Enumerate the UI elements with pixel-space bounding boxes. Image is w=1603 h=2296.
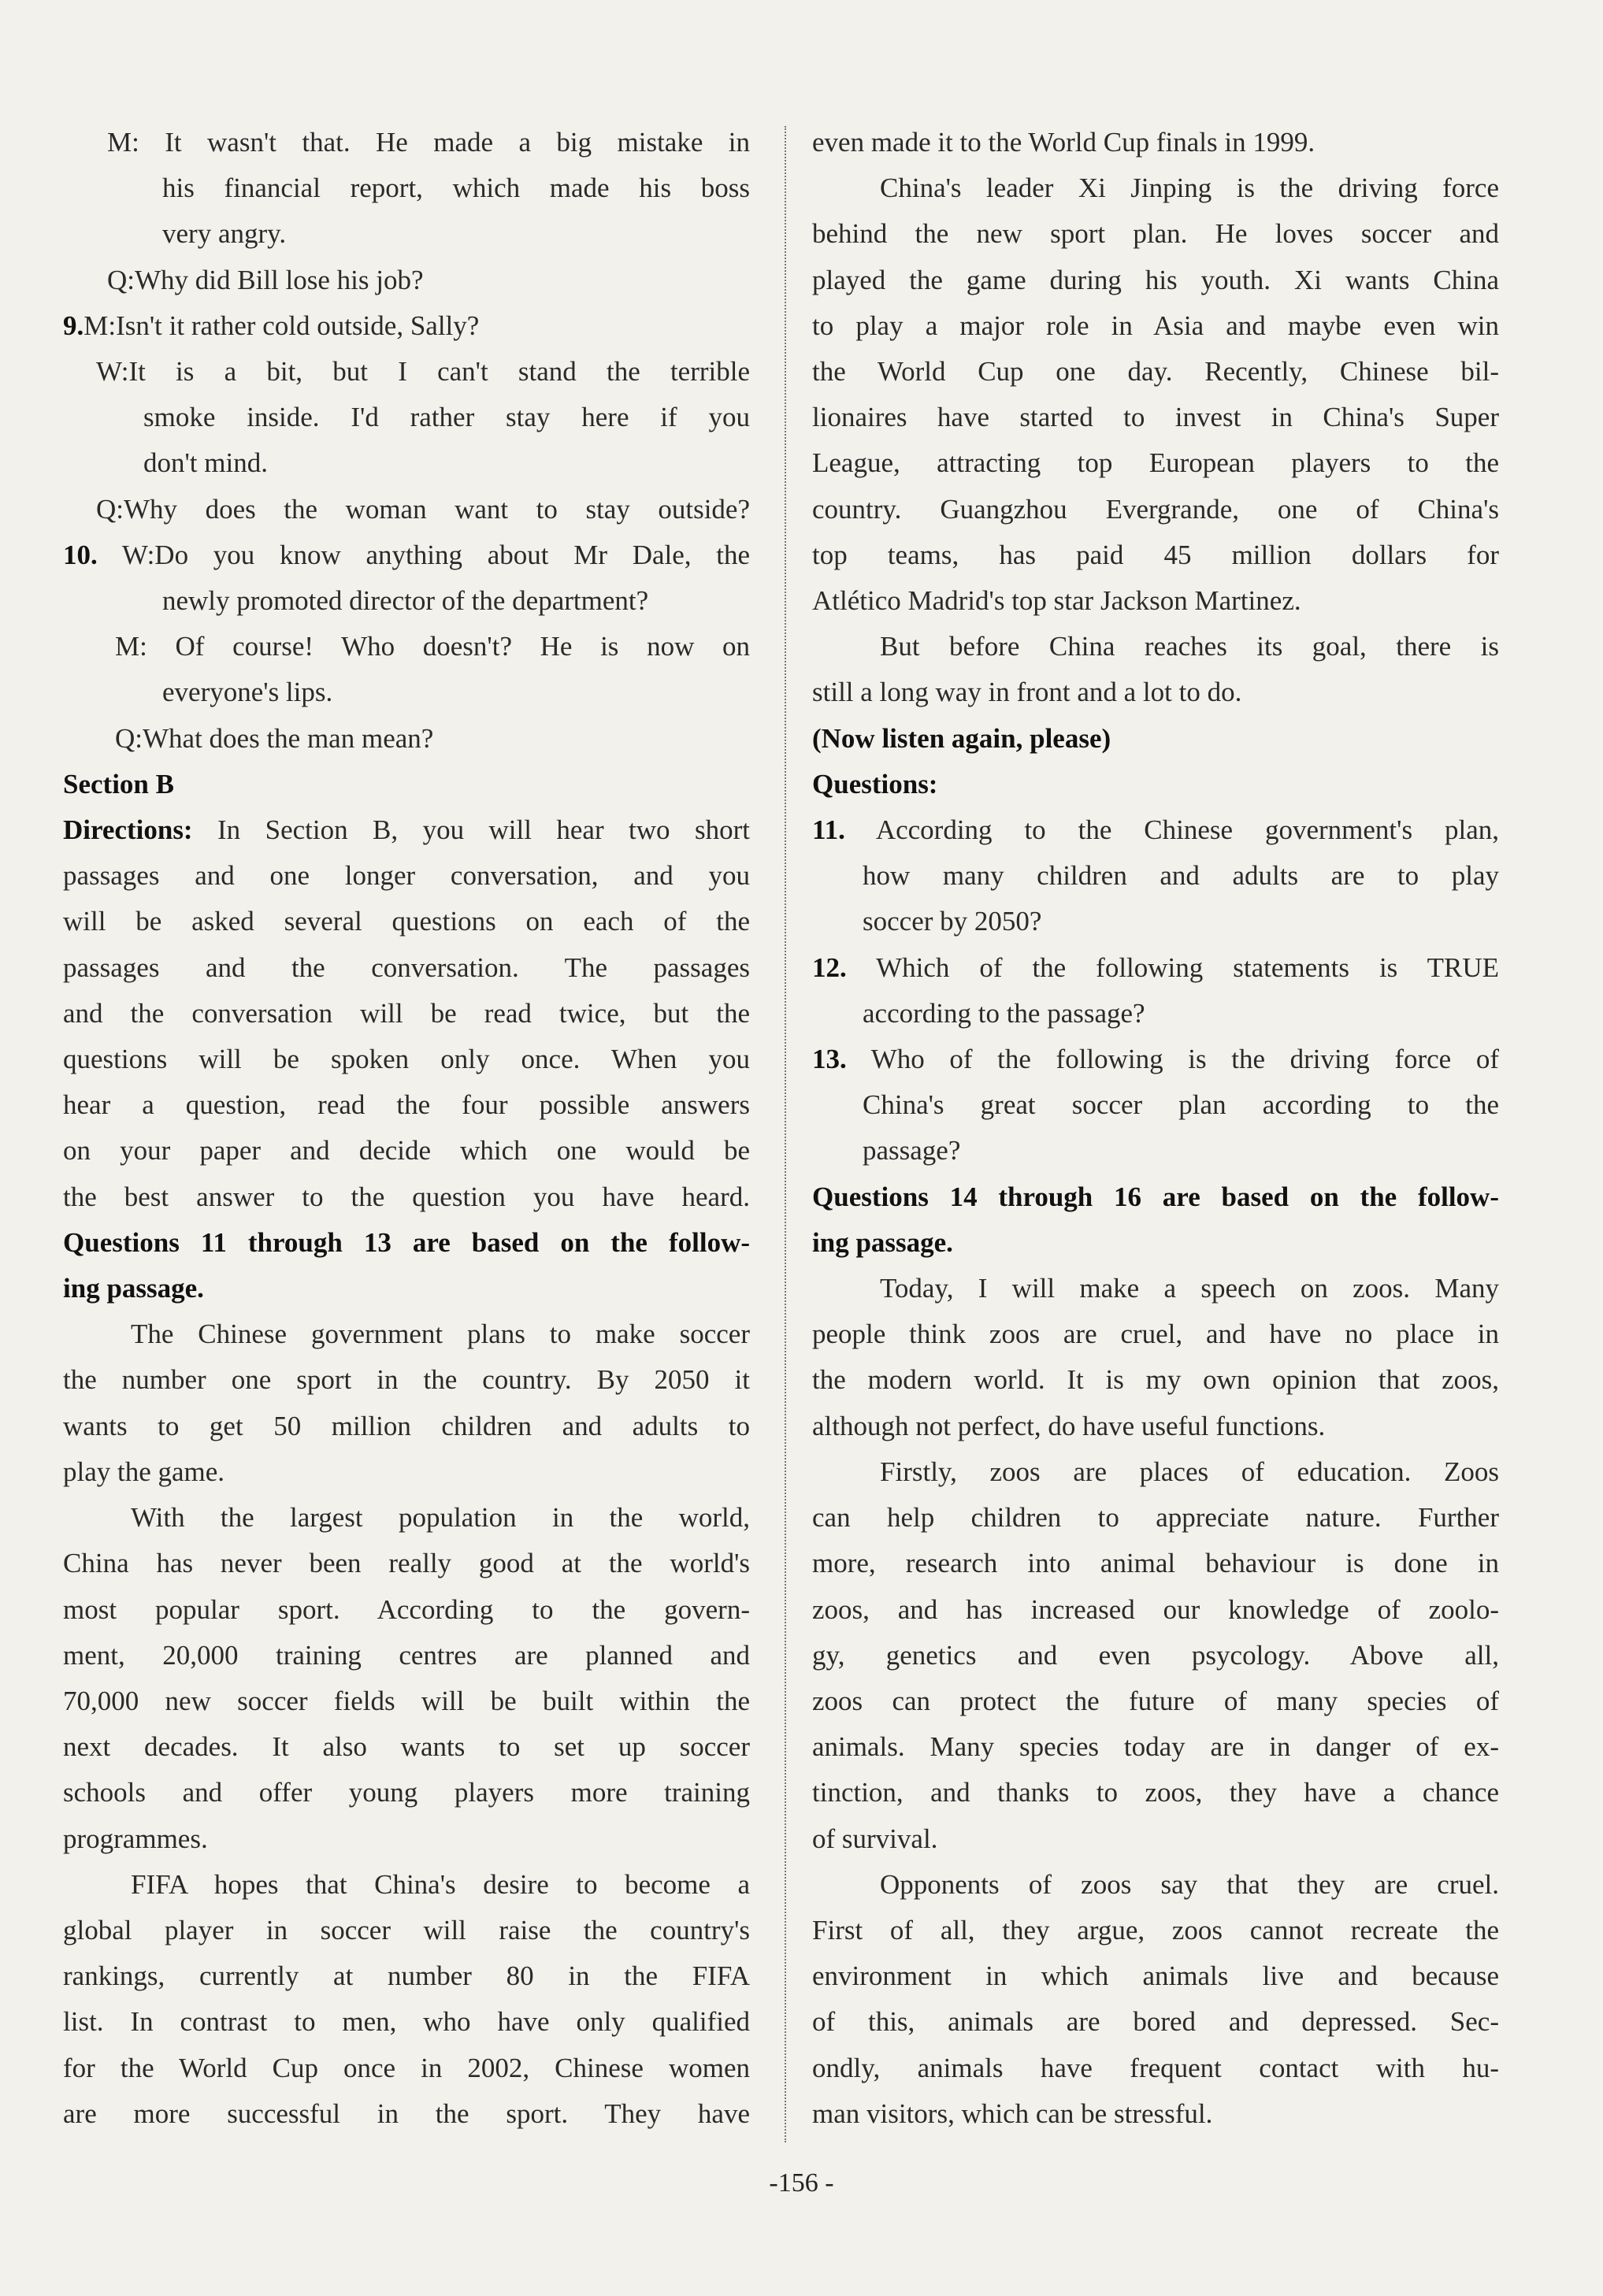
passage2-para2	[812, 1449, 1499, 1862]
passage2-para1	[812, 1266, 1499, 1449]
text-line: soccer by 2050?	[863, 906, 1042, 937]
text-line: Questions 11 through 13 are based on the follow-	[63, 1226, 750, 1258]
text-line: China's leader Xi Jinping is the driving force	[880, 172, 1499, 204]
item-number: 13.	[812, 1044, 847, 1075]
text-line: of survival.	[812, 1823, 938, 1854]
text-line: very angry.	[162, 218, 287, 250]
text-line: Questions:	[812, 768, 938, 799]
text-span: In Section B, you will hear two short	[192, 814, 750, 846]
text-line: Q:What does the man mean?	[115, 722, 434, 754]
passage1-para5	[812, 624, 1499, 715]
text-line: Questions 14 through 16 are based on the follow-	[812, 1181, 1499, 1212]
text-line: man visitors, which can be stressful.	[812, 2098, 1213, 2129]
left-column	[63, 120, 750, 2137]
directions	[63, 807, 750, 1220]
text-line: the World Cup one day. Recently, Chinese bil-	[812, 356, 1499, 388]
text-line: according to the passage?	[863, 997, 1145, 1029]
dialogue-9-woman	[63, 349, 750, 487]
text-line: China's great soccer plan according to the	[863, 1089, 1499, 1121]
text-line: play the game.	[63, 1456, 225, 1487]
text-line: League, attracting top European players to the	[812, 447, 1499, 479]
passage1-para4	[812, 165, 1499, 624]
text-line: First of all, they argue, zoos cannot recreate the	[812, 1914, 1499, 1945]
text-line: still a long way in front and a lot to do.	[812, 677, 1242, 708]
questions-label	[812, 762, 1499, 807]
text-line: ing passage.	[812, 1226, 953, 1258]
text-line: behind the new sport plan. He loves soccer and	[812, 218, 1499, 250]
text-line: to play a major role in Asia and maybe even win	[812, 310, 1499, 341]
text-line: everyone's lips.	[162, 677, 333, 708]
text-line: W:It is a bit, but I can't stand the terrible	[96, 356, 750, 388]
item-number: 9.	[63, 310, 84, 341]
text-line	[63, 303, 750, 349]
text-line: Firstly, zoos are places of education. Zoos	[880, 1456, 1499, 1487]
text-line: M: Of course! Who doesn't? He is now on	[115, 631, 750, 662]
text-line: zoos, and has increased our knowledge of zoolo-	[812, 1593, 1499, 1625]
text-line	[63, 807, 750, 853]
passage1-para1	[63, 1311, 750, 1495]
question-11	[812, 807, 1499, 945]
listen-again	[812, 716, 1499, 762]
text-line: the number one sport in the country. By 2050 it	[63, 1364, 750, 1396]
text-span: M:Isn't it rather cold outside, Sally?	[83, 310, 480, 341]
item-number: 11.	[812, 814, 845, 846]
dialogue-10	[63, 532, 750, 624]
text-line: most popular sport. According to the govern-	[63, 1593, 750, 1625]
right-column	[812, 120, 1499, 2137]
text-line: of this, animals are bored and depressed. Sec-	[812, 2006, 1499, 2038]
text-line: passage?	[863, 1135, 961, 1167]
text-line: passages and one longer conversation, and you	[63, 860, 750, 892]
text-line: even made it to the World Cup finals in 1999.	[812, 127, 1315, 158]
page-number: -156 -	[769, 2168, 834, 2198]
text-line: can help children to appreciate nature. Further	[812, 1502, 1499, 1534]
text-line: are more successful in the sport. They have	[63, 2098, 750, 2129]
text-line	[812, 807, 1499, 853]
text-line: gy, genetics and even psycology. Above all,	[812, 1639, 1499, 1671]
text-line: Today, I will make a speech on zoos. Many	[880, 1273, 1499, 1304]
section-b-heading	[63, 762, 750, 807]
dialogue-9	[63, 303, 750, 349]
text-line: But before China reaches its goal, there is	[880, 631, 1499, 662]
text-line: passages and the conversation. The passages	[63, 951, 750, 983]
text-line: newly promoted director of the department?	[162, 585, 649, 617]
heading: Section B	[63, 768, 174, 799]
text-line: country. Guangzhou Evergrande, one of China's	[812, 493, 1499, 525]
dialogue-8-question	[63, 258, 750, 303]
text-line: don't mind.	[143, 447, 268, 479]
text-line: 70,000 new soccer fields will be built within the	[63, 1685, 750, 1716]
text-line: (Now listen again, please)	[812, 722, 1111, 754]
text-line: top teams, has paid 45 million dollars for	[812, 539, 1499, 570]
text-line: questions will be spoken only once. When you	[63, 1044, 750, 1075]
text-line: M: It wasn't that. He made a big mistake in	[107, 127, 750, 158]
text-line: will be asked several questions on each of the	[63, 906, 750, 937]
text-line: ing passage.	[63, 1273, 204, 1304]
questions-11-13-heading	[63, 1220, 750, 1311]
text-line: how many children and adults are to play	[863, 860, 1499, 892]
text-line: hear a question, read the four possible answers	[63, 1089, 750, 1121]
passage1-para2	[63, 1495, 750, 1862]
text-line: animals. Many species today are in danger of ex-	[812, 1731, 1499, 1763]
text-line: ondly, animals have frequent contact with hu-	[812, 2052, 1499, 2083]
text-line: zoos can protect the future of many species of	[812, 1685, 1499, 1716]
passage1-para3	[63, 1862, 750, 2137]
text-line: lionaires have started to invest in China's Super	[812, 402, 1499, 433]
text-line: ment, 20,000 training centres are planned and	[63, 1639, 750, 1671]
dialogue-9-question	[63, 487, 750, 532]
text-line: more, research into animal behaviour is done in	[812, 1548, 1499, 1579]
dialogue-10-man	[63, 624, 750, 715]
text-line: for the World Cup once in 2002, Chinese women	[63, 2052, 750, 2083]
text-line: played the game during his youth. Xi wants China	[812, 264, 1499, 295]
dialogue-10-question	[63, 716, 750, 762]
text-line: environment in which animals live and because	[812, 1960, 1499, 1992]
text-line: and the conversation will be read twice, but the	[63, 997, 750, 1029]
directions-label: Directions:	[63, 814, 193, 846]
passage1-continuation	[812, 120, 1499, 165]
text-line: wants to get 50 million children and adults to	[63, 1410, 750, 1441]
text-line	[63, 532, 750, 578]
question-12	[812, 945, 1499, 1037]
text-line: Q:Why does the woman want to stay outside?	[96, 493, 750, 525]
text-line: list. In contrast to men, who have only qualified	[63, 2006, 750, 2038]
text-span: According to the Chinese government's plan,	[844, 814, 1499, 846]
text-line: Opponents of zoos say that they are cruel.	[880, 1868, 1499, 1900]
text-line: The Chinese government plans to make soccer	[131, 1319, 750, 1350]
text-line: Atlético Madrid's top star Jackson Martinez.	[812, 585, 1301, 617]
column-divider	[785, 126, 786, 2142]
text-line: tinction, and thanks to zoos, they have a chance	[812, 1777, 1499, 1808]
text-line	[812, 945, 1499, 991]
text-line: FIFA hopes that China's desire to become a	[131, 1868, 750, 1900]
text-line: Q:Why did Bill lose his job?	[107, 264, 424, 295]
text-line: global player in soccer will raise the country's	[63, 1914, 750, 1945]
text-line: although not perfect, do have useful functions.	[812, 1410, 1326, 1441]
item-number: 12.	[812, 951, 847, 983]
text-line: China has never been really good at the world's	[63, 1548, 750, 1579]
item-number: 10.	[63, 539, 98, 570]
text-span: W:Do you know anything about Mr Dale, the	[121, 539, 750, 570]
text-line: smoke inside. I'd rather stay here if you	[143, 402, 750, 433]
text-line: the best answer to the question you have heard.	[63, 1181, 750, 1212]
text-line	[812, 1037, 1499, 1082]
text-line: the modern world. It is my own opinion that zoos,	[812, 1364, 1499, 1396]
dialogue-8-man	[63, 120, 750, 258]
text-span: Who of the following is the driving force of	[846, 1044, 1499, 1075]
text-line: on your paper and decide which one would be	[63, 1135, 750, 1167]
text-line: next decades. It also wants to set up soccer	[63, 1731, 750, 1763]
text-line: programmes.	[63, 1823, 208, 1854]
text-span: Which of the following statements is TRUE	[846, 951, 1499, 983]
text-line: schools and offer young players more training	[63, 1777, 750, 1808]
text-line: With the largest population in the world,	[131, 1502, 750, 1534]
question-13	[812, 1037, 1499, 1174]
questions-14-16-heading	[812, 1174, 1499, 1266]
text-line: rankings, currently at number 80 in the FIFA	[63, 1960, 750, 1992]
text-line: his financial report, which made his boss	[162, 172, 750, 204]
passage2-para3	[812, 1862, 1499, 2137]
text-line: people think zoos are cruel, and have no place in	[812, 1319, 1499, 1350]
